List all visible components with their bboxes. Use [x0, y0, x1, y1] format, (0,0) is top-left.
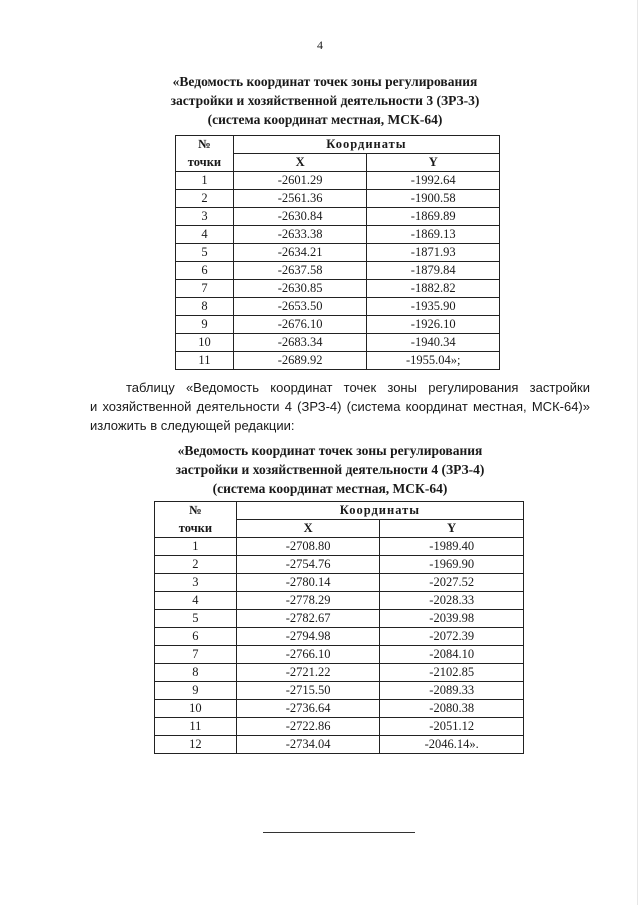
- header-point-number: №: [176, 136, 234, 154]
- y-coordinate-cell: -2046.14».: [380, 736, 524, 754]
- header-point-number: №: [155, 502, 237, 520]
- header-x: X: [233, 154, 367, 172]
- table-row: [155, 682, 524, 700]
- table-row: [155, 664, 524, 682]
- point-number-cell: 9: [155, 682, 237, 700]
- point-number-cell: 9: [176, 316, 234, 334]
- table-row: [176, 190, 500, 208]
- table-body: [155, 538, 524, 754]
- table-row: [155, 628, 524, 646]
- point-number-cell: 7: [176, 280, 234, 298]
- header-point-label: точки: [155, 520, 237, 538]
- x-coordinate-cell: -2633.38: [233, 226, 367, 244]
- point-number-cell: 11: [176, 352, 234, 370]
- point-number-cell: 6: [155, 628, 237, 646]
- paragraph-line: изложить в следующей редакции:: [90, 418, 295, 433]
- paragraph-line: таблицу «Ведомость координат точек зоны регулирования застройки: [126, 380, 590, 395]
- table-row: [176, 334, 500, 352]
- y-coordinate-cell: -2089.33: [380, 682, 524, 700]
- table2-title-line: (система координат местная, МСК-64): [212, 481, 448, 496]
- y-coordinate-cell: -2072.39: [380, 628, 524, 646]
- x-coordinate-cell: -2561.36: [233, 190, 367, 208]
- table2-title-line: «Ведомость координат точек зоны регулирования: [177, 443, 483, 458]
- table-row: [155, 538, 524, 556]
- y-coordinate-cell: -1869.13: [367, 226, 500, 244]
- x-coordinate-cell: -2601.29: [233, 172, 367, 190]
- y-coordinate-cell: -2051.12: [380, 718, 524, 736]
- scan-edge: [637, 0, 638, 905]
- y-coordinate-cell: -1992.64: [367, 172, 500, 190]
- x-coordinate-cell: -2708.80: [236, 538, 380, 556]
- header-x: X: [236, 520, 380, 538]
- table-row: [176, 280, 500, 298]
- table-row: [176, 244, 500, 262]
- table-row: [155, 700, 524, 718]
- table-row: [176, 316, 500, 334]
- point-number-cell: 2: [155, 556, 237, 574]
- x-coordinate-cell: -2634.21: [233, 244, 367, 262]
- x-coordinate-cell: -2715.50: [236, 682, 380, 700]
- point-number-cell: 2: [176, 190, 234, 208]
- table-row: [176, 298, 500, 316]
- y-coordinate-cell: -2028.33: [380, 592, 524, 610]
- x-coordinate-cell: -2683.34: [233, 334, 367, 352]
- x-coordinate-cell: -2630.85: [233, 280, 367, 298]
- page-number: 4: [317, 38, 323, 52]
- y-coordinate-cell: -1900.58: [367, 190, 500, 208]
- table-row: [176, 352, 500, 370]
- point-number-cell: 5: [176, 244, 234, 262]
- point-number-cell: 8: [176, 298, 234, 316]
- x-coordinate-cell: -2778.29: [236, 592, 380, 610]
- header-y: Y: [380, 520, 524, 538]
- table-header-row: [155, 502, 524, 520]
- point-number-cell: 10: [155, 700, 237, 718]
- y-coordinate-cell: -1955.04»;: [367, 352, 500, 370]
- y-coordinate-cell: -2039.98: [380, 610, 524, 628]
- table1-title: [130, 72, 520, 129]
- y-coordinate-cell: -1871.93: [367, 244, 500, 262]
- header-coordinates: Координаты: [236, 502, 523, 520]
- point-number-cell: 3: [155, 574, 237, 592]
- table-body: [176, 172, 500, 370]
- table-row: [155, 736, 524, 754]
- x-coordinate-cell: -2630.84: [233, 208, 367, 226]
- x-coordinate-cell: -2754.76: [236, 556, 380, 574]
- table-row: [176, 262, 500, 280]
- table1-title-line: «Ведомость координат точек зоны регулирования: [172, 74, 478, 89]
- header-y: Y: [367, 154, 500, 172]
- x-coordinate-cell: -2794.98: [236, 628, 380, 646]
- x-coordinate-cell: -2766.10: [236, 646, 380, 664]
- point-number-cell: 1: [155, 538, 237, 556]
- table-row: [176, 208, 500, 226]
- table2-title-line: застройки и хозяйственной деятельности 4 (ЗРЗ-4): [175, 462, 485, 477]
- point-number-cell: 3: [176, 208, 234, 226]
- point-number-cell: 4: [176, 226, 234, 244]
- table-header-row: [176, 136, 500, 154]
- point-number-cell: 11: [155, 718, 237, 736]
- table-row: [176, 226, 500, 244]
- table-header-row: [155, 520, 524, 538]
- table2-title: [135, 441, 525, 498]
- y-coordinate-cell: -1940.34: [367, 334, 500, 352]
- x-coordinate-cell: -2736.64: [236, 700, 380, 718]
- table-row: [155, 646, 524, 664]
- table-row: [155, 592, 524, 610]
- y-coordinate-cell: -1869.89: [367, 208, 500, 226]
- x-coordinate-cell: -2637.58: [233, 262, 367, 280]
- y-coordinate-cell: -1882.82: [367, 280, 500, 298]
- y-coordinate-cell: -2084.10: [380, 646, 524, 664]
- y-coordinate-cell: -2102.85: [380, 664, 524, 682]
- x-coordinate-cell: -2782.67: [236, 610, 380, 628]
- coordinates-table-zrz4: [154, 501, 524, 754]
- y-coordinate-cell: -1926.10: [367, 316, 500, 334]
- table-row: [176, 172, 500, 190]
- table-row: [155, 574, 524, 592]
- point-number-cell: 6: [176, 262, 234, 280]
- x-coordinate-cell: -2653.50: [233, 298, 367, 316]
- y-coordinate-cell: -1969.90: [380, 556, 524, 574]
- point-number-cell: 8: [155, 664, 237, 682]
- table-row: [155, 556, 524, 574]
- table-row: [155, 610, 524, 628]
- header-point-label: точки: [176, 154, 234, 172]
- table1-title-line: (система координат местная, МСК-64): [207, 112, 443, 127]
- paragraph-line: и хозяйственной деятельности 4 (ЗРЗ-4) (система координат местная, МСК-64)»: [90, 399, 590, 414]
- table-row: [155, 718, 524, 736]
- header-coordinates: Координаты: [233, 136, 499, 154]
- point-number-cell: 5: [155, 610, 237, 628]
- x-coordinate-cell: -2676.10: [233, 316, 367, 334]
- y-coordinate-cell: -1879.84: [367, 262, 500, 280]
- amendment-paragraph: [90, 378, 590, 435]
- point-number-cell: 1: [176, 172, 234, 190]
- x-coordinate-cell: -2780.14: [236, 574, 380, 592]
- point-number-cell: 10: [176, 334, 234, 352]
- table-header-row: [176, 154, 500, 172]
- point-number-cell: 7: [155, 646, 237, 664]
- x-coordinate-cell: -2722.86: [236, 718, 380, 736]
- table1-title-line: застройки и хозяйственной деятельности 3 (ЗРЗ-3): [170, 93, 480, 108]
- x-coordinate-cell: -2689.92: [233, 352, 367, 370]
- point-number-cell: 4: [155, 592, 237, 610]
- y-coordinate-cell: -2080.38: [380, 700, 524, 718]
- y-coordinate-cell: -2027.52: [380, 574, 524, 592]
- x-coordinate-cell: -2721.22: [236, 664, 380, 682]
- end-divider: [263, 832, 415, 833]
- coordinates-table-zrz3: [175, 135, 500, 370]
- y-coordinate-cell: -1935.90: [367, 298, 500, 316]
- y-coordinate-cell: -1989.40: [380, 538, 524, 556]
- point-number-cell: 12: [155, 736, 237, 754]
- x-coordinate-cell: -2734.04: [236, 736, 380, 754]
